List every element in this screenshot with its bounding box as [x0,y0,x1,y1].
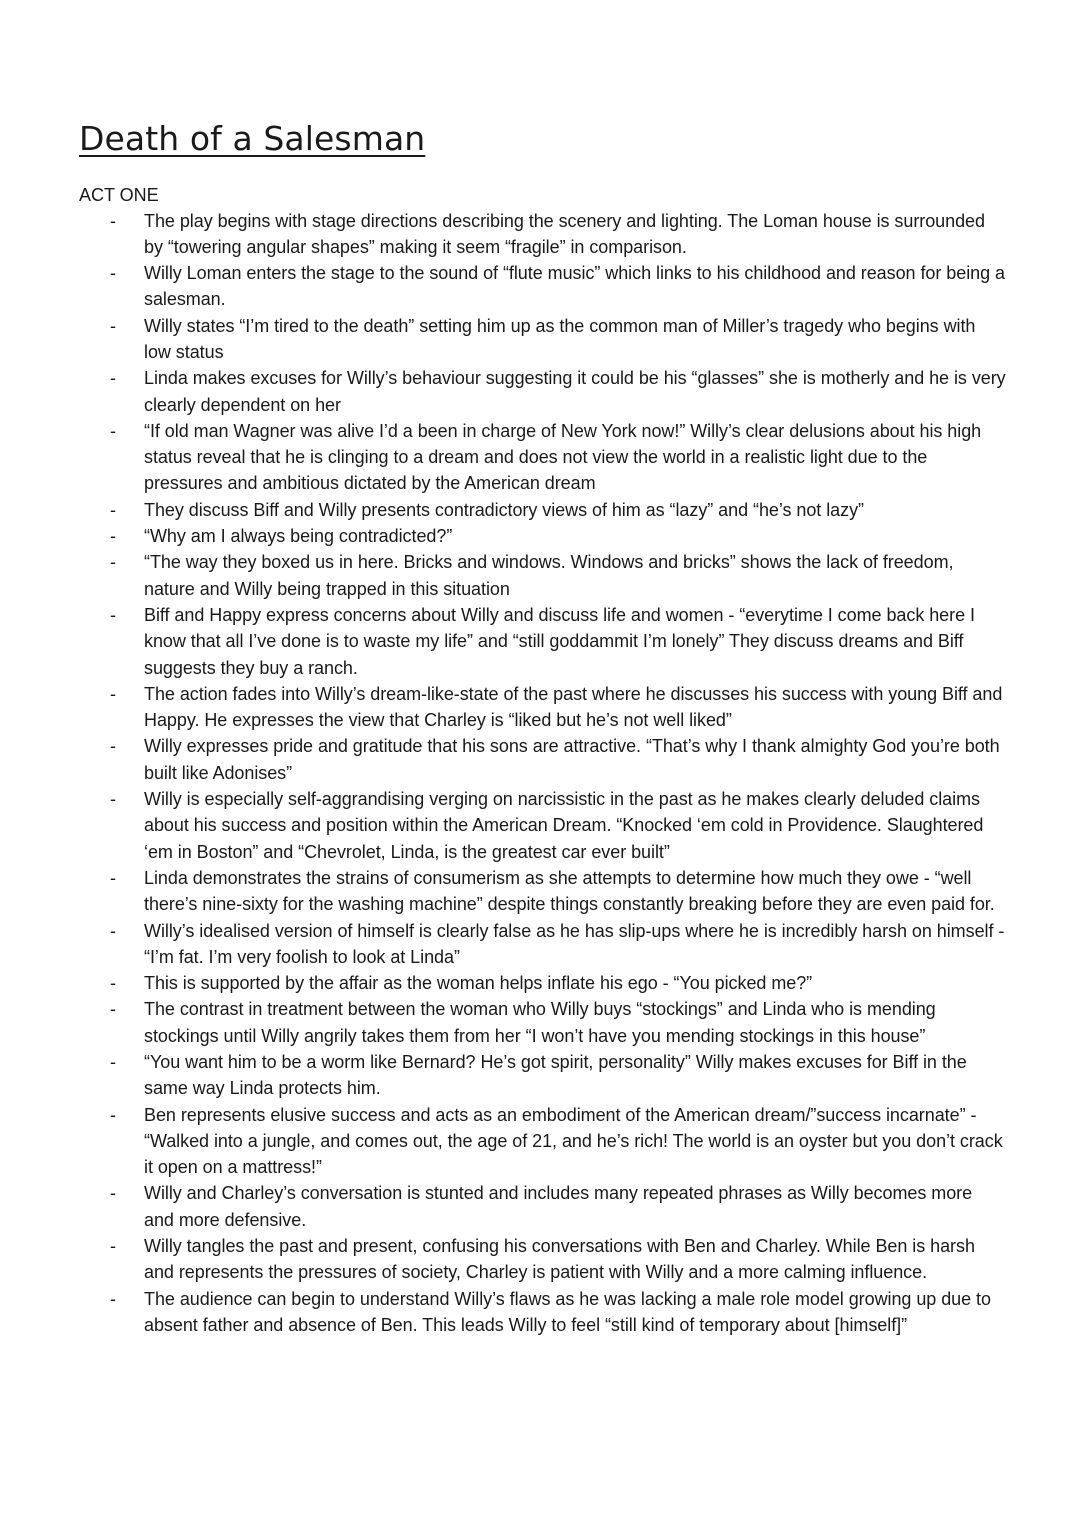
bullet-dash: - [110,499,116,520]
bullet-text: Willy states “I’m tired to the death” setting him up as the common man of Miller’s tragedy who begins with low status [144,315,976,362]
list-item [106,1180,1006,1233]
list-item [106,1286,1006,1339]
bullet-text: The contrast in treatment between the woman who Willy buys “stockings” and Linda who is mending stockings until Willy angrily takes them from her “I won’t have you mending stockings in this house” [144,999,936,1046]
list-item [106,1102,1006,1181]
bullet-dash: - [110,368,116,389]
list-item [106,681,1006,734]
list-item [106,549,1006,602]
bullet-text: “If old man Wagner was alive I’d a been in charge of New York now!” Willy’s clear delusions about his high status reveal that he is clinging to a dream and does not view the world in a realistic light due to the pressures and ambitious dictated by the American dream [144,420,982,494]
bullet-text: Ben represents elusive success and acts as an embodiment of the American dream/”success incarnate” - “Walked into a jungle, and comes out, the age of 21, and he’s rich! The world is an oyster but you don’t crack it open on a mattress!” [144,1104,1003,1178]
list-item [106,497,1006,523]
list-item [106,602,1006,681]
list-item [106,996,1006,1049]
bullet-text: The play begins with stage directions describing the scenery and lighting. The Loman house is surrounded by “towering angular shapes” making it seem “fragile” in comparison. [144,210,985,257]
list-item [106,365,1006,418]
bullet-dash: - [110,999,116,1020]
list-item [106,918,1006,971]
bullet-dash: - [110,604,116,625]
bullet-dash: - [110,420,116,441]
bullet-text: Willy and Charley’s conversation is stunted and includes many repeated phrases as Willy becomes more and more defensive. [144,1183,973,1230]
bullet-dash: - [110,526,116,547]
bullet-dash: - [110,789,116,810]
bullet-text: Willy expresses pride and gratitude that his sons are attractive. “That’s why I thank almighty God you’re both built like Adonises” [144,736,1000,783]
bullet-text: This is supported by the affair as the woman helps inflate his ego - “You picked me?” [144,973,813,994]
bullet-dash: - [110,1183,116,1204]
list-item [106,970,1006,996]
bullet-text: “Why am I always being contradicted?” [144,526,453,547]
bullet-dash: - [110,1052,116,1072]
list-item [106,208,1006,261]
list-item [106,418,1006,497]
bullet-dash: - [110,1236,116,1257]
bullet-dash: - [110,973,116,994]
bullet-text: Willy tangles the past and present, confusing his conversations with Ben and Charley. While Ben is harsh and represents the pressures of society, Charley is patient with Willy and a more calming influence. [144,1236,975,1283]
bullet-dash: - [110,683,116,704]
bullet-dash: - [110,1104,116,1125]
bullet-dash: - [110,315,116,336]
bullet-dash: - [110,552,116,573]
bullet-dash: - [110,210,116,231]
bullet-dash: - [110,920,116,941]
bullet-text: The action fades into Willy’s dream-like-state of the past where he discusses his success with young Biff and Happy. He expresses the view that Charley is “liked but he’s not well liked” [144,683,1003,731]
bullet-dash: - [110,736,116,757]
bullet-text: Willy’s idealised version of himself is clearly false as he has slip-ups where he is incredibly harsh on himself - “I’m fat. I’m very foolish to look at Linda” [144,920,1005,967]
bullet-dash: - [110,1288,116,1309]
bullet-text: They discuss Biff and Willy presents contradictory views of him as “lazy” and “he’s not lazy” [144,499,864,520]
list-item [106,733,1006,786]
section-heading: ACT ONE [79,185,159,205]
bullet-text: Willy is especially self-aggrandising verging on narcissistic in the past as he makes clearly deluded claims about his success and position within the American Dream. “Knocked ‘em cold in Providence. Slaughtered ‘em in Boston” and “Chevrolet, Linda, is the greatest car ever built” [144,789,984,862]
list-item [106,865,1006,918]
list-item [106,260,1006,313]
bullet-text: Willy Loman enters the stage to the sound of “flute music” which links to his childhood and reason for being a salesman. [144,263,1005,310]
list-item [106,313,1006,366]
bullet-text: Biff and Happy express concerns about Willy and discuss life and women - “everytime I come back here I know that all I’ve done is to waste my life” and “still goddammit I’m lonely” They discuss dreams and Biff suggests they buy a ranch. [144,604,975,678]
list-item [106,1049,1006,1102]
list-item [106,1233,1006,1286]
bullet-dash: - [110,867,116,888]
list-item [106,786,1006,865]
bullet-text: Linda demonstrates the strains of consumerism as she attempts to determine how much they owe - “well there’s nine-sixty for the washing machine” despite things constantly breaking before they are even paid for. [144,867,995,915]
bullet-text: “The way they boxed us in here. Bricks and windows. Windows and bricks” shows the lack of freedom, nature and Willy being trapped in this situation [144,552,954,599]
page-title: Death of a Salesman [79,119,426,158]
bullet-dash: - [110,263,116,284]
list-item [106,523,1006,549]
bullet-text: The audience can begin to understand Willy’s flaws as he was lacking a male role model growing up due to absent father and absence of Ben. This leads Willy to feel “still kind of temporary about [himself]” [144,1288,991,1335]
bullet-text: Linda makes excuses for Willy’s behaviour suggesting it could be his “glasses” she is motherly and he is very clearly dependent on her [144,368,1006,415]
bullet-list [106,208,1006,1339]
bullet-text: “You want him to be a worm like Bernard? He’s got spirit, personality” Willy makes excuses for Biff in the same way Linda protects him. [144,1052,967,1099]
